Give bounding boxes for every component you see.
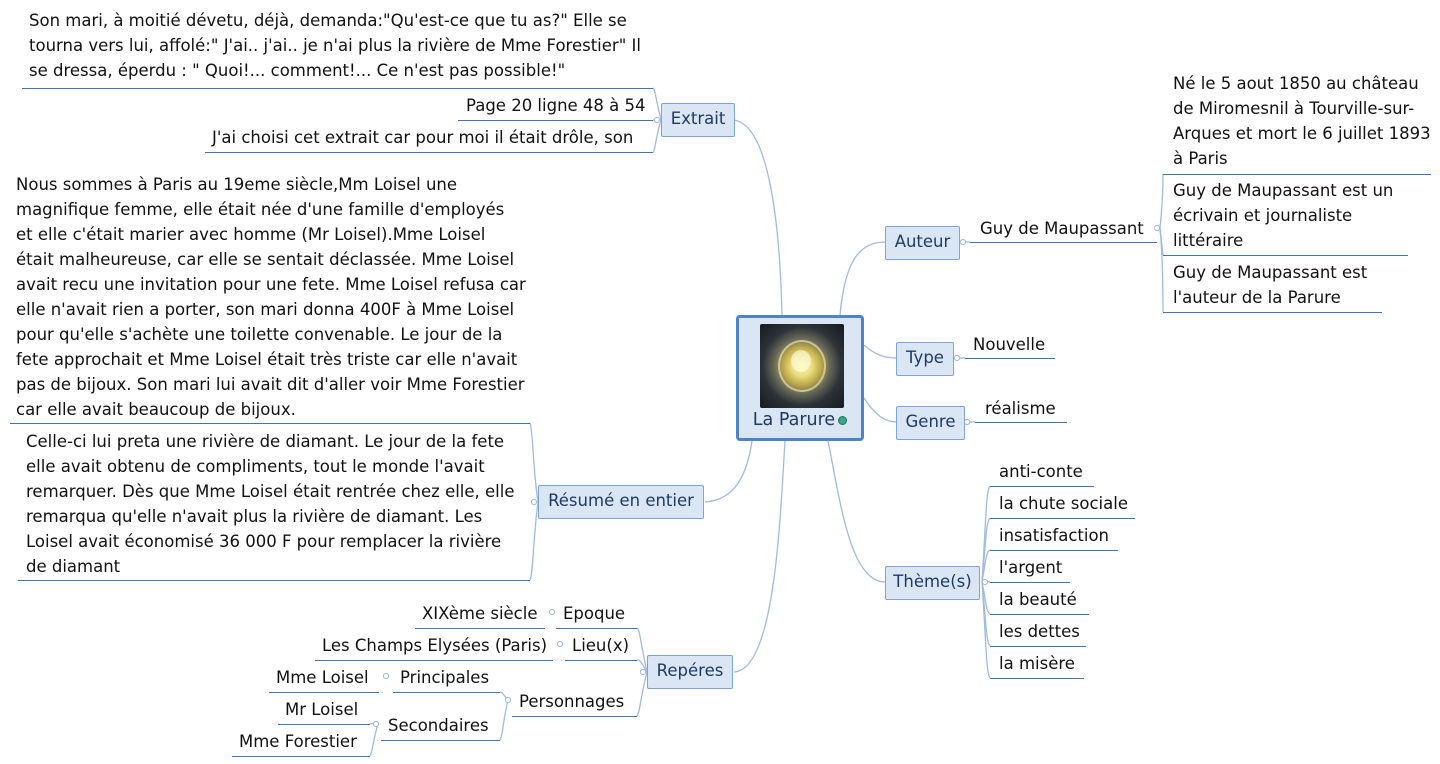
personnages-secondaires-underline — [381, 740, 500, 741]
reperes-lieux-label: Lieu(x) — [572, 636, 630, 655]
reperes-lieux-value: Les Champs Elysées (Paris) — [322, 636, 548, 655]
topic-resume[interactable]: Résumé en entier — [538, 485, 704, 519]
reperes-epoque-label: Epoque — [563, 604, 626, 623]
topic-marker-icon — [838, 416, 847, 425]
reperes-epoque-underline — [556, 628, 637, 629]
theme-item-underline — [990, 582, 1070, 583]
reperes-personnages-underline — [512, 716, 637, 717]
type-value: Nouvelle — [973, 335, 1046, 354]
topic-genre[interactable]: Genre — [896, 406, 965, 440]
topic-reperes[interactable]: Repéres — [647, 655, 733, 689]
extrait-page: Page 20 ligne 48 à 54 — [466, 96, 646, 115]
reperes-lieux-underline — [565, 660, 637, 661]
reperes-personnages-label: Personnages — [519, 692, 625, 711]
theme-item-underline — [990, 518, 1135, 519]
theme-item-underline — [990, 486, 1094, 487]
topic-type[interactable]: Type — [896, 342, 954, 376]
auteur-detail-1-underline — [1163, 174, 1431, 175]
theme-item: la chute sociale — [999, 494, 1128, 513]
theme-item: les dettes — [999, 622, 1080, 641]
reperes-epoque-value-underline — [415, 628, 545, 629]
reperes-epoque-value: XIXème siècle — [422, 604, 538, 623]
secondaires-value-2-underline — [232, 756, 370, 757]
reperes-lieux-value-underline — [315, 660, 553, 661]
extrait-quote: Son mari, à moitié dévetu, déjà, demanda:"Qu'est-ce que tu as?" Elle se tourna vers lui, affolé:" J'ai.. j'ai.. je n'ai plus la rivière de Mme Forestier" Il se dressa, éperdu : " Quoi!... comment!... Ce n'est pas possible!" — [29, 11, 641, 80]
auteur-detail-2: Guy de Maupassant est un écrivain et journaliste littéraire — [1173, 181, 1394, 250]
extrait-page-underline — [458, 120, 653, 121]
central-topic-label: La Parure — [752, 410, 836, 430]
theme-item: la beauté — [999, 590, 1077, 609]
auteur-detail-3-underline — [1163, 312, 1382, 313]
auteur-name: Guy de Maupassant — [980, 219, 1144, 238]
theme-item-underline — [990, 646, 1086, 647]
auteur-detail-2-underline — [1163, 255, 1408, 256]
theme-item: anti-conte — [999, 462, 1083, 481]
auteur-detail-3: Guy de Maupassant est l'auteur de la Parure — [1173, 263, 1368, 307]
secondaires-value-1-underline — [278, 724, 370, 725]
personnages-principales-value-underline — [269, 692, 379, 693]
resume-part1: Nous sommes à Paris au 19eme siècle,Mm Loisel une magnifique femme, elle était née d'une famille d'employés et elle c'était marier avec homme (Mr Loisel).Mme Loisel était malheureuse, car elle se sentait déclassée. Mme Loisel avait recu une invitation pour une fete. Mme Loisel refusa car elle n'avait rien a porter, son mari donna 400F à Mme Loisel pour qu'elle s'achète une toilette convenable. Le jour de la fete approchait et Mme Loisel était très triste car elle n'avait pas de bijoux. Son mari lui avait dit d'aller voir Mme Forestier car elle avait beaucoup de bijoux. — [16, 175, 526, 419]
topic-extrait[interactable]: Extrait — [661, 103, 735, 137]
personnages-secondaires-label: Secondaires — [388, 716, 489, 735]
theme-item: l'argent — [999, 558, 1063, 577]
central-topic[interactable] — [736, 315, 864, 441]
topic-themes[interactable]: Thème(s) — [885, 566, 980, 600]
theme-item: insatisfaction — [999, 526, 1109, 545]
personnages-principales-value: Mme Loisel — [276, 668, 369, 687]
genre-value: réalisme — [985, 399, 1056, 418]
auteur-detail-1: Né le 5 aout 1850 au château de Miromesnil à Tourville-sur-Arques et mort le 6 juillet 1893 à Paris — [1173, 74, 1431, 168]
personnages-principales-label: Principales — [400, 668, 490, 687]
theme-item: la misère — [999, 654, 1075, 673]
resume-part2: Celle-ci lui preta une rivière de diamant. Le jour de la fete elle avait obtenu de compliments, tout le monde l'avait remarquer. Dès que Mme Loisel était rentrée chez elle, elle remarqua qu'elle n'avait plus la rivière de diamant. Les Loisel avait économisé 36 000 F pour remplacer la rivière de diamant — [26, 432, 515, 576]
diamond-necklace-image — [760, 324, 844, 408]
genre-value-underline — [975, 422, 1067, 423]
auteur-name-underline — [970, 242, 1157, 243]
type-value-underline — [965, 358, 1055, 359]
resume-part1-underline — [10, 423, 530, 424]
extrait-quote-underline — [22, 88, 653, 89]
theme-item-underline — [990, 678, 1084, 679]
theme-item-underline — [990, 614, 1089, 615]
extrait-reason-underline — [205, 152, 653, 153]
extrait-reason: J'ai choisi cet extrait car pour moi il était drôle, son — [212, 128, 634, 147]
theme-item-underline — [990, 550, 1118, 551]
topic-auteur[interactable]: Auteur — [885, 226, 960, 260]
secondaires-value-2: Mme Forestier — [239, 732, 357, 751]
personnages-principales-underline — [393, 692, 500, 693]
secondaires-value-1: Mr Loisel — [285, 700, 359, 719]
central-topic-title — [739, 410, 861, 430]
resume-part2-underline — [18, 580, 530, 581]
